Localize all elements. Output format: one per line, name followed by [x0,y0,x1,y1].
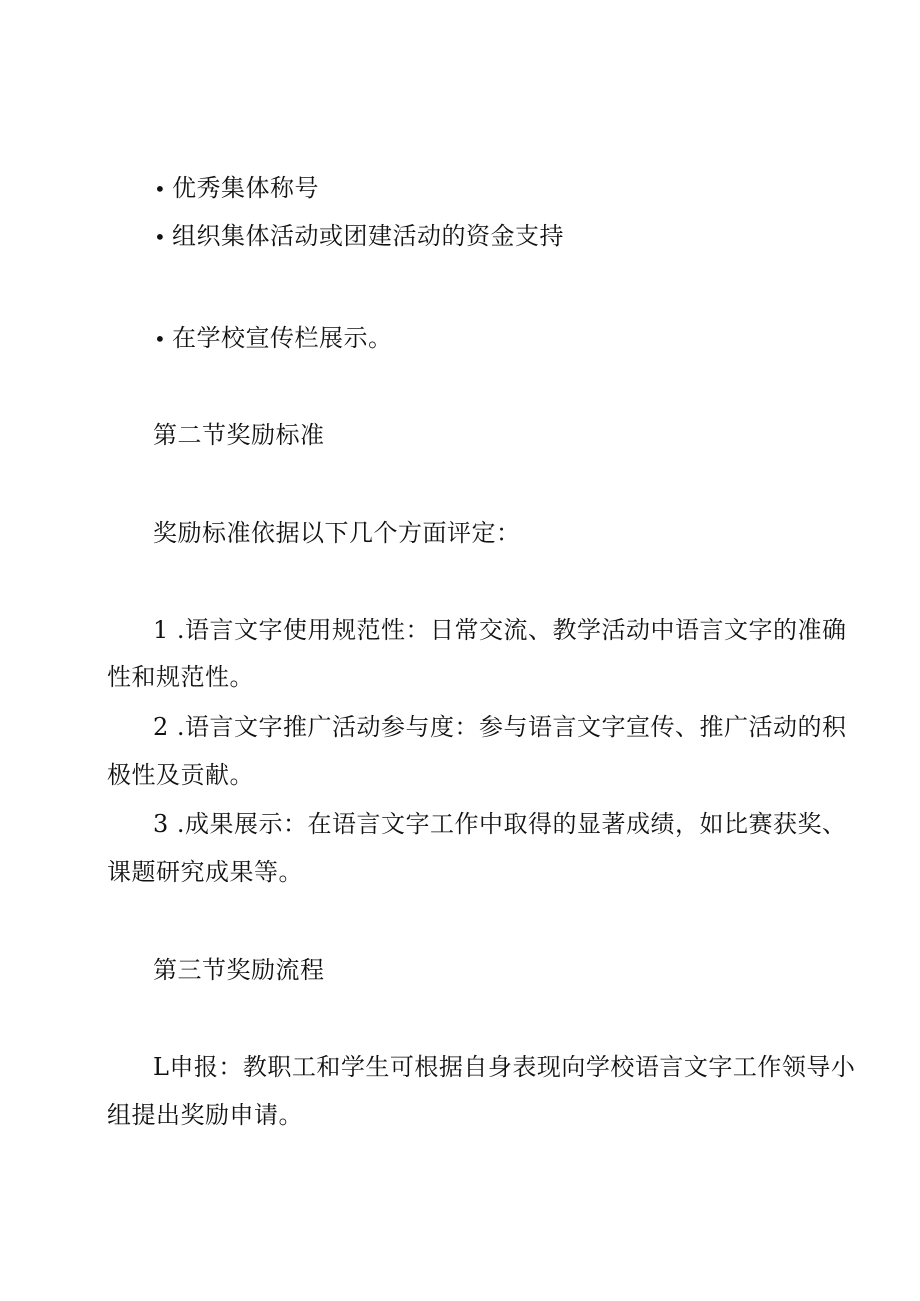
criteria-item-line: 课题研究成果等。 [107,858,303,886]
criteria-item-line: 1 .语言文字使用规范性：日常交流、教学活动中语言文字的准确 [153,616,847,644]
bullet-text: 组织集体活动或团建活动的资金支持 [172,222,564,250]
criteria-item-line: 极性及贡献。 [107,761,254,789]
process-item-line: 组提出奖励申请。 [107,1101,303,1129]
bullet-marker: • [154,225,167,249]
section-intro: 奖励标准依据以下几个方面评定： [153,519,521,547]
bullet-item [154,323,393,354]
bullet-marker: • [154,177,167,201]
criteria-item-line: 2 .语言文字推广活动参与度：参与语言文字宣传、推广活动的积 [153,713,847,741]
bullet-text: 在学校宣传栏展示。 [172,324,393,352]
bullet-item [154,173,319,204]
bullet-text: 优秀集体称号 [172,174,319,202]
criteria-item-line: 性和规范性。 [107,663,254,691]
process-item-line: L申报：教职工和学生可根据自身表现向学校语言文字工作领导小 [153,1053,856,1081]
section-heading: 第二节奖励标准 [153,421,325,449]
criteria-item-line: 3 .成果展示：在语言文字工作中取得的显著成绩，如比赛获奖、 [153,810,847,838]
section-heading: 第三节奖励流程 [153,956,325,984]
bullet-marker: • [154,327,167,351]
bullet-item [154,221,564,252]
